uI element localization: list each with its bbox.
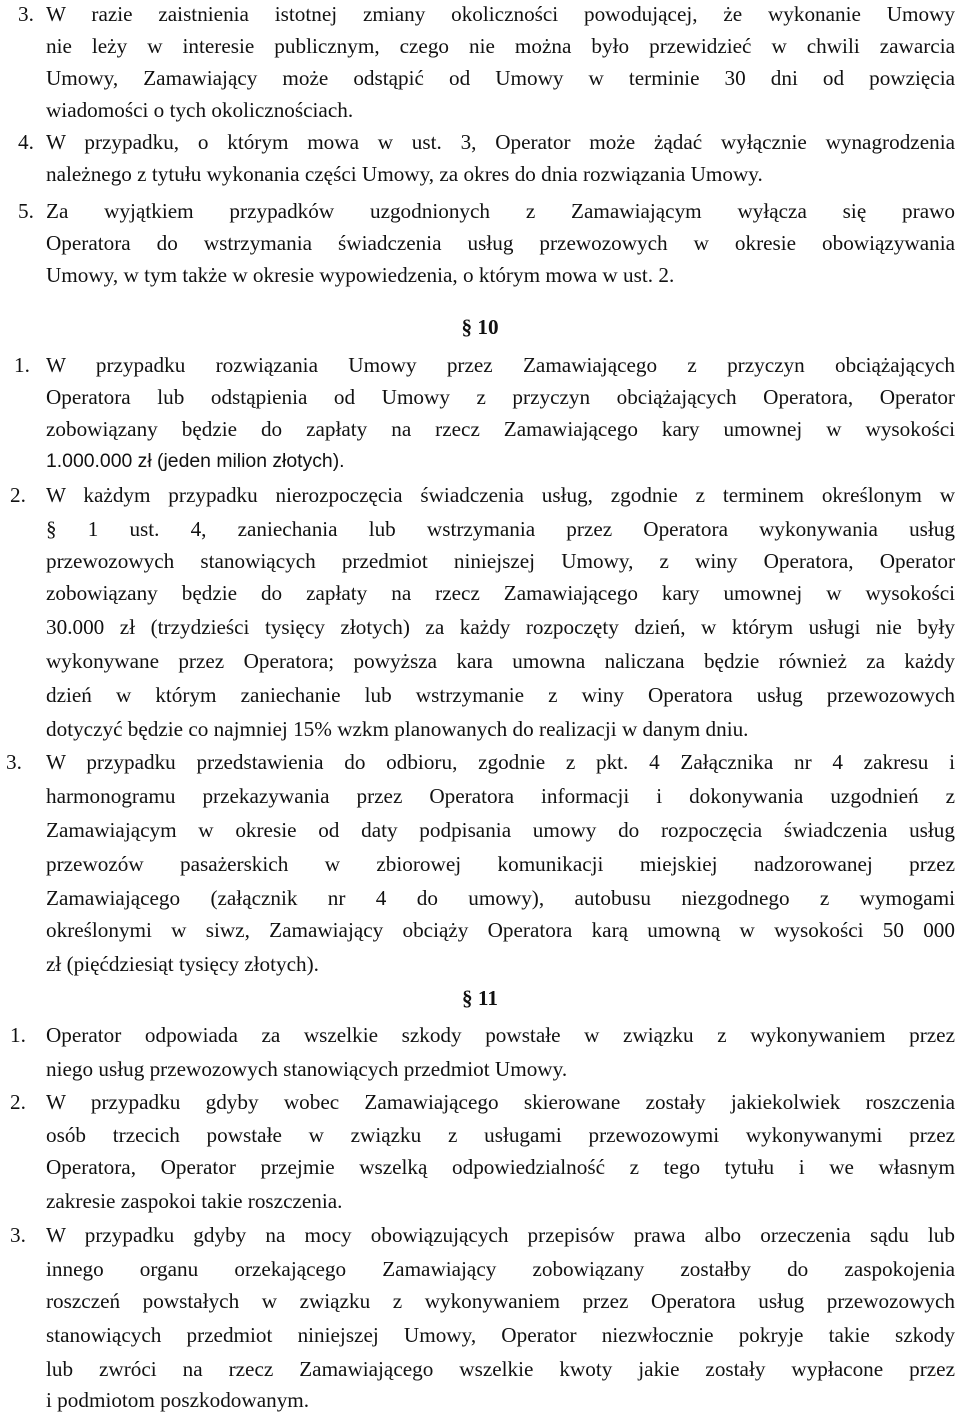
paragraph-line: zobowiązany będzie do zapłaty na rzecz Zamawiającego kary umownej w wysokości — [46, 417, 955, 441]
paragraph-line: Zamawiającego (załącznik nr 4 do umowy), autobusu niezgodnego z wymogami — [46, 886, 955, 910]
paragraph-line: nie leży w interesie publicznym, czego nie można było przewidzieć w chwili zawarcia — [46, 34, 955, 58]
list-number: 3. — [6, 750, 22, 774]
list-number: 1. — [14, 353, 30, 377]
list-number: 3. — [18, 2, 34, 26]
paragraph-line: określonymi w siwz, Zamawiający obciąży Operatora karą umowną w wysokości 50 000 — [46, 918, 955, 942]
paragraph-line: 1. Operator odpowiada za wszelkie szkody powstałe w związku z wykonywaniem przez — [0, 1019, 960, 1052]
paragraph-line: Zamawiającym w okresie od daty podpisania umowy do rozpoczęcia świadczenia usług — [46, 818, 955, 842]
paragraph-line: niego usług przewozowych stanowiących przedmiot Umowy. — [46, 1057, 568, 1081]
paragraph-line: 3. W razie zaistnienia istotnej zmiany okoliczności powodującej, że wykonanie Umowy — [0, 0, 960, 31]
paragraph-line: zł (pięćdziesiąt tysięcy złotych). — [46, 952, 319, 976]
paragraph-line: roszczeń powstałych w związku z wykonywaniem przez Operatora usług przewozowych — [46, 1289, 955, 1313]
paragraph-line: 3. W przypadku gdyby na mocy obowiązujących przepisów prawa albo orzeczenia sądu lub — [0, 1219, 960, 1252]
paragraph-line: Operatora lub odstąpienia od Umowy z przyczyn obciążających Operatora, Operator — [46, 385, 955, 409]
paragraph-line: Umowy, w tym także w okresie wypowiedzenia, o którym mowa w ust. 2. — [46, 263, 675, 287]
paragraph-line: innego organu orzekającego Zamawiający zobowiązany zostałby do zaspokojenia — [46, 1257, 955, 1281]
paragraph-line: 2. W każdym przypadku nierozpoczęcia świadczenia usług, zgodnie z terminem określonym w — [0, 479, 960, 512]
list-number: 1. — [10, 1023, 26, 1047]
section-heading: § 10 — [461, 315, 499, 339]
paragraph-line: należnego z tytułu wykonania części Umowy, za okres do dnia rozwiązania Umowy. — [46, 162, 763, 186]
paragraph-line: zakresie zaspokoi takie roszczenia. — [46, 1189, 343, 1213]
paragraph-line: przewozów pasażerskich w zbiorowej komunikacji miejskiej nadzorowanej przez — [46, 852, 955, 876]
paragraph-line: Operatora do wstrzymania świadczenia usług przewozowych w okresie obowiązywania — [46, 231, 955, 255]
paragraph-line: Umowy, Zamawiający może odstąpić od Umowy w terminie 30 dni od powzięcia — [46, 66, 955, 90]
paragraph-line: dotyczyć będzie co najmniej 15% wzkm planowanych do realizacji w danym dniu. — [46, 717, 749, 741]
paragraph-line: wykonywane przez Operatora; powyższa kara umowna naliczana będzie również za każdy — [46, 649, 955, 673]
paragraph-line: 3. W przypadku przedstawienia do odbioru, zgodnie z pkt. 4 Załącznika nr 4 zakresu i — [0, 746, 960, 779]
list-number: 3. — [10, 1223, 26, 1247]
paragraph-line: 1.000.000 zł (jeden milion złotych). — [46, 450, 345, 472]
list-number: 2. — [10, 1090, 26, 1114]
paragraph-line: lub zwróci na rzecz Zamawiającego wszelkie kwoty jakie zostały wypłacone przez — [46, 1357, 955, 1381]
paragraph-line: i podmiotom poszkodowanym. — [46, 1388, 310, 1412]
paragraph-line: 2. W przypadku gdyby wobec Zamawiającego skierowane zostały jakiekolwiek roszczenia — [0, 1086, 960, 1119]
paragraph-line: harmonogramu przekazywania przez Operatora informacji i dokonywania uzgodnień z — [46, 784, 955, 808]
paragraph-line: wiadomości o tych okolicznościach. — [46, 98, 354, 122]
paragraph-line: dzień w którym zaniechanie lub wstrzymanie z winy Operatora usług przewozowych — [46, 683, 955, 707]
section-heading: § 11 — [462, 986, 498, 1010]
paragraph-line: 4. W przypadku, o którym mowa w ust. 3, Operator może żądać wyłącznie wynagrodzenia — [0, 126, 960, 159]
paragraph-line: osób trzecich powstałe w związku z usługami przewozowymi wykonywanymi przez — [46, 1123, 955, 1147]
paragraph-line: § 1 ust. 4, zaniechania lub wstrzymania przez Operatora wykonywania usług — [46, 517, 955, 541]
list-number: 2. — [10, 483, 26, 507]
paragraph-line: stanowiących przedmiot niniejszej Umowy, Operator niezwłocznie pokryje takie szkody — [46, 1323, 955, 1347]
paragraph-line: zobowiązany będzie do zapłaty na rzecz Zamawiającego kary umownej w wysokości — [46, 581, 955, 605]
paragraph-line: Operatora, Operator przejmie wszelką odpowiedzialność z tego tytułu i we własnym — [46, 1155, 955, 1179]
list-number: 5. — [18, 199, 34, 223]
paragraph-line: 30.000 zł (trzydzieści tysięcy złotych) za każdy rozpoczęty dzień, w którym usługi nie były — [46, 615, 955, 639]
paragraph-line: przewozowych stanowiących przedmiot niniejszej Umowy, z winy Operatora, Operator — [46, 549, 955, 573]
list-number: 4. — [18, 130, 34, 154]
paragraph-line: 1. W przypadku rozwiązania Umowy przez Zamawiającego z przyczyn obciążających — [0, 349, 960, 382]
paragraph-line: 5. Za wyjątkiem przypadków uzgodnionych z Zamawiającym wyłącza się prawo — [0, 195, 960, 228]
